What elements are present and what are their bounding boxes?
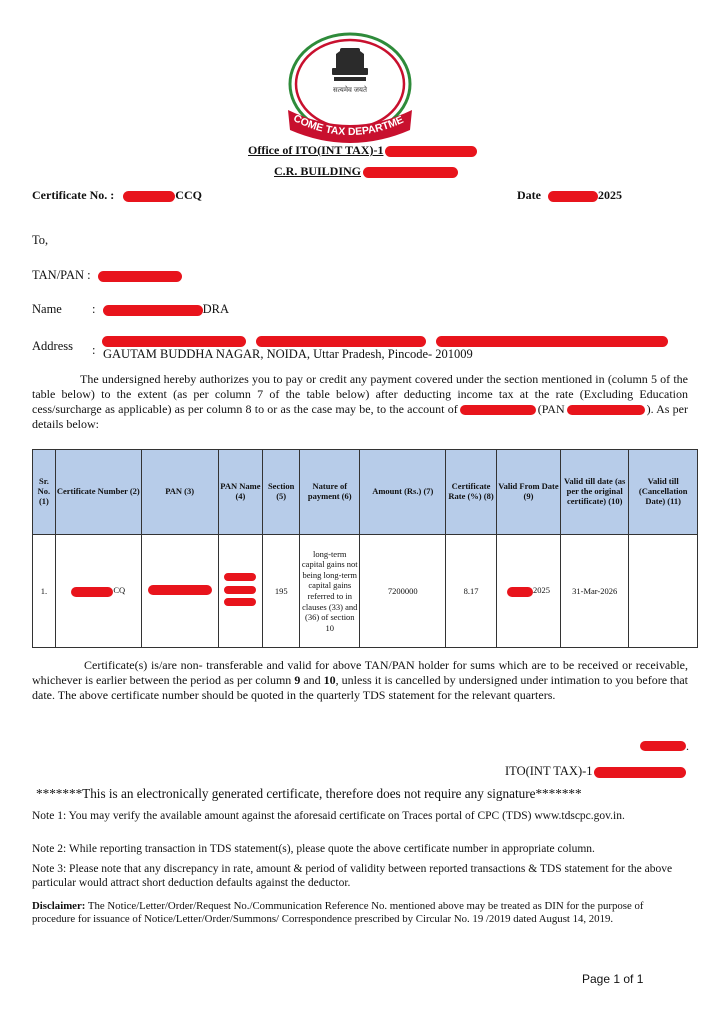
signatory-name-redacted: . — [640, 737, 689, 755]
redaction — [640, 741, 686, 751]
redaction — [224, 573, 256, 581]
redaction — [98, 271, 182, 282]
cell-valid-till: 31-Mar-2026 — [561, 535, 629, 648]
table-row — [33, 535, 698, 648]
column-header: Valid From Date (9) — [496, 450, 560, 535]
note-3: Note 3: Please note that any discrepancy in rate, amount & period of validity between reported transactions & TDS statement for the above particular would attract short deduction defaults against the deductor. — [32, 863, 673, 889]
redaction — [385, 146, 477, 157]
column-header: Section (5) — [263, 450, 300, 535]
cell-pan — [141, 535, 218, 648]
redaction — [567, 405, 645, 415]
name-label: Name — [32, 302, 62, 316]
to-line: To, — [32, 233, 49, 247]
address-line2: GAUTAM BUDDHA NAGAR, NOIDA, Uttar Pradesh, Pincode- 201009 — [103, 347, 473, 361]
column-header: Valid till date (as per the original certificate) (10) — [561, 450, 629, 535]
redaction — [507, 587, 533, 597]
column-header: PAN (3) — [141, 450, 218, 535]
column-header: Certificate Rate (%) (8) — [446, 450, 497, 535]
column-header: Valid till (Cancellation Date) (11) — [629, 450, 698, 535]
certificate-number: Certificate No. : CCQ — [32, 188, 202, 202]
cell-cancellation-date — [629, 535, 698, 648]
redaction — [224, 586, 256, 594]
validity-paragraph: Certificate(s) is/are non- transferable and valid for above TAN/PAN holder for sums which are to be received or receivable, whichever is earlier between the period as per column 9 and 10, unless it is cancelled by undersigned under intimation to you before that date. The above certificate number should be quoted in the quarterly TDS statement for the relevant quarters. — [32, 658, 689, 702]
redaction — [436, 336, 668, 347]
column-header: Nature of payment (6) — [300, 450, 360, 535]
redaction — [123, 191, 175, 202]
income-tax-logo — [270, 22, 430, 150]
redaction — [363, 167, 458, 178]
cell-sr-no: 1. — [33, 535, 56, 648]
disclaimer: Disclaimer: The Notice/Letter/Order/Request No./Communication Reference No. mentioned above may be treated as DIN for the purpose of procedure for issuance of Notice/Letter/Order/Summons/ Correspondence prescribed by Circular No. 19 /2019 dated August 14, 2019. — [32, 900, 644, 925]
logo-banner-text: COME TAX DEPARTME — [291, 112, 406, 139]
signatory-designation: ITO(INT TAX)-1 — [505, 764, 686, 779]
cell-certificate-number: CQ — [55, 535, 141, 648]
page-number: Page 1 of 1 — [582, 972, 644, 986]
column-header: Certificate Number (2) — [55, 450, 141, 535]
certificate-date: Date 2025 — [517, 188, 622, 202]
column-header: Amount (Rs.) (7) — [360, 450, 446, 535]
office-title: Office of ITO(INT TAX)-1 — [248, 143, 477, 158]
note-1: Note 1: You may verify the available amount against the aforesaid certificate on Traces portal of CPC (TDS) www.tdscpc.gov.in. — [32, 810, 625, 822]
redaction — [103, 305, 203, 316]
electronic-notice: *******This is an electronically generated certificate, therefore does not require any signature******* — [36, 786, 582, 801]
redaction — [548, 191, 598, 202]
svg-text:सत्यमेव जयते: सत्यमेव जयते — [333, 86, 367, 94]
table-header-row — [33, 450, 698, 535]
cell-nature-of-payment: long-term capital gains not being long-term capital gains referred to in clauses (33) and (36) of section 10 — [300, 535, 360, 648]
column-header: Sr. No. (1) — [33, 450, 56, 535]
redaction — [460, 405, 536, 415]
authorization-paragraph: The undersigned hereby authorizes you to pay or credit any payment covered under the section mentioned in (column 5 of the table below) to the extent (as per column 7 of the table below) after deducting income tax at the rate (Excluding Education cess/surcharge as applicable) as per column 8 to or as the case may be, to the account of (PAN ). As per details below: — [32, 372, 689, 431]
column-header: PAN Name (4) — [218, 450, 263, 535]
redaction — [256, 336, 426, 347]
building-title: C.R. BUILDING — [274, 164, 458, 179]
cell-section: 195 — [263, 535, 300, 648]
note-2: Note 2: While reporting transaction in TDS statement(s), please quote the above certificate number in appropriate column. — [32, 843, 595, 855]
cell-valid-from: 2025 — [496, 535, 560, 648]
tan-pan-line: TAN/PAN : — [32, 268, 182, 283]
redaction — [71, 587, 113, 597]
name-value: : DRA — [92, 302, 230, 316]
cell-pan-name — [218, 535, 263, 648]
address-label: Address — [32, 339, 73, 353]
certificate-table — [32, 449, 698, 648]
redaction — [594, 767, 686, 778]
redaction — [148, 585, 212, 595]
address-colon: : — [92, 343, 96, 357]
cell-amount: 7200000 — [360, 535, 446, 648]
redaction — [224, 598, 256, 606]
cell-rate: 8.17 — [446, 535, 497, 648]
redaction — [102, 336, 246, 347]
